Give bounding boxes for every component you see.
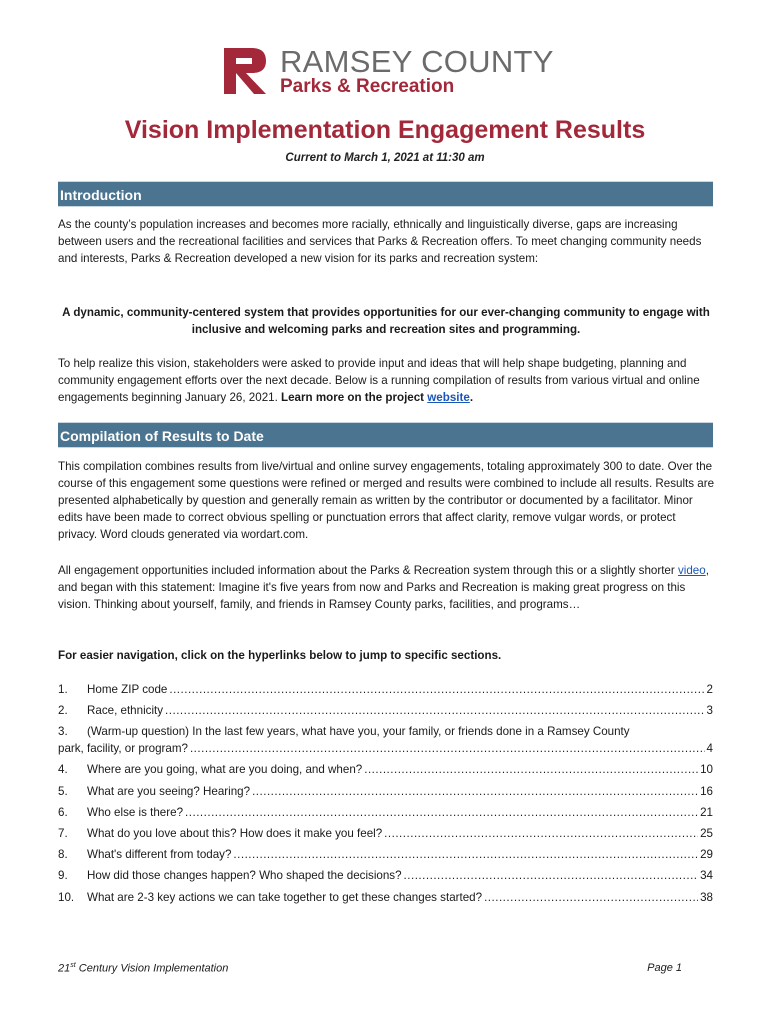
toc-leader xyxy=(404,869,699,882)
toc-page: 25 xyxy=(700,826,713,840)
footer-superscript: st xyxy=(70,962,76,969)
toc-item-7[interactable] xyxy=(58,827,713,848)
toc-page: 34 xyxy=(700,869,713,883)
ramsey-logo-mark-icon xyxy=(222,46,272,96)
toc-leader xyxy=(484,891,698,904)
toc-item-10[interactable] xyxy=(58,891,713,912)
toc-leader xyxy=(252,785,698,798)
toc-number: 5. xyxy=(58,784,68,798)
footer-document-name xyxy=(58,962,228,975)
toc-page: 4 xyxy=(706,742,713,756)
toc-item-5[interactable] xyxy=(58,785,713,806)
toc-label: Who else is there? xyxy=(87,805,184,819)
toc-number: 6. xyxy=(58,805,68,819)
compilation-paragraph-2-a: All engagement opportunities included information about the Parks & Recreation system through this or a slightly shorter xyxy=(58,564,678,577)
toc-label: (Warm-up question) In the last few years, what have you, your family, or friends done in a Ramsey County xyxy=(87,725,630,739)
table-of-contents xyxy=(58,683,713,912)
toc-label: What do you love about this? How does it make you feel? xyxy=(87,826,383,840)
toc-page: 16 xyxy=(700,784,713,798)
footer-prefix: 21 xyxy=(58,962,71,975)
toc-number: 8. xyxy=(58,848,68,862)
toc-label-continued: park, facility, or program? xyxy=(58,742,188,756)
toc-number: 7. xyxy=(58,826,68,840)
compilation-paragraph-2 xyxy=(58,562,716,613)
toc-number: 4. xyxy=(58,763,68,777)
intro-paragraph: As the county’s population increases and becomes more racially, ethnically and linguistically diverse, gaps are increasing between users and the recreational facilities and services that Parks & Recreation offers. To meet changing community needs and interests, Parks & Recreation developed a new vision for its parks and recreation system: xyxy=(58,218,702,265)
toc-page: 10 xyxy=(700,763,713,777)
toc-number: 9. xyxy=(58,869,68,883)
toc-number: 2. xyxy=(58,704,68,718)
toc-number: 1. xyxy=(58,683,68,696)
toc-label: Home ZIP code xyxy=(87,683,168,696)
toc-item-2[interactable] xyxy=(58,704,713,725)
compilation-paragraph-2-b: , and began with this statement: Imagine it's five years from now and Parks and Recreation is making great progress on this vision. Thinking about yourself, family, and friends in Ramsey County parks, facilities, and programs… xyxy=(58,564,709,611)
intro-paragraph-2-text: To help realize this vision, stakeholders were asked to provide input and ideas that will help shape budgeting, planning and community engagement efforts over the next decade. Below is a running compilation of results from various virtual and online engagements beginning January 26, 2021. xyxy=(58,357,700,404)
page-subtitle: Current to March 1, 2021 at 11:30 am xyxy=(285,152,485,164)
toc-leader xyxy=(169,683,704,696)
toc-leader xyxy=(233,848,698,861)
toc-leader xyxy=(185,806,698,819)
logo-division-name: Parks & Recreation xyxy=(280,76,455,97)
logo-county-name: RAMSEY COUNTY xyxy=(280,44,554,79)
toc-page: 3 xyxy=(706,704,713,718)
toc-label: Race, ethnicity xyxy=(87,704,164,718)
toc-leader xyxy=(364,763,698,776)
section-heading-compilation: Compilation of Results to Date xyxy=(58,422,713,448)
project-website-link[interactable]: website xyxy=(427,391,470,404)
toc-page: 2 xyxy=(706,683,713,696)
toc-leader xyxy=(384,827,698,840)
vision-statement: A dynamic, community-centered system that provides opportunities for our ever-changing community to engage with inclusive and welcoming parks and recreation sites and programming. xyxy=(62,306,710,336)
toc-item-1[interactable] xyxy=(58,683,713,704)
ramsey-county-logo xyxy=(222,46,552,98)
toc-label: What are you seeing? Hearing? xyxy=(87,784,251,798)
toc-item-4[interactable] xyxy=(58,763,713,784)
toc-number: 3. xyxy=(58,725,68,739)
toc-label: Where are you going, what are you doing, and when? xyxy=(87,763,363,777)
toc-label: What are 2-3 key actions we can take together to get these changes started? xyxy=(87,890,483,904)
footer-page-number: Page 1 xyxy=(647,962,682,974)
section-heading-introduction: Introduction xyxy=(58,181,713,207)
toc-item-9[interactable] xyxy=(58,869,713,890)
footer-suffix: Century Vision Implementation xyxy=(75,962,229,975)
intro-paragraph-2 xyxy=(58,355,716,406)
toc-page: 21 xyxy=(700,805,713,819)
navigation-note: For easier navigation, click on the hyperlinks below to jump to specific sections. xyxy=(58,649,502,662)
toc-page: 29 xyxy=(700,848,713,862)
toc-number: 10. xyxy=(58,890,75,904)
toc-item-6[interactable] xyxy=(58,806,713,827)
toc-page: 38 xyxy=(700,890,713,904)
toc-leader xyxy=(190,742,705,755)
toc-label: How did those changes happen? Who shaped the decisions? xyxy=(87,869,402,883)
toc-label: What's different from today? xyxy=(87,848,232,862)
video-link[interactable]: video xyxy=(677,564,706,577)
toc-item-8[interactable] xyxy=(58,848,713,869)
page-title: Vision Implementation Engagement Results xyxy=(124,116,646,144)
compilation-paragraph: This compilation combines results from live/virtual and online survey engagements, totaling approximately 300 to date. Over the course of this engagement some questions were refined or merged and results were combined to include all results. Results are presented alphabetically by question and generally remain as written by the contributor or documented by a facilitator. Minor edits have been made to correct obvious spelling or punctuation errors that affect clarity, remove vulgar words, or protect privacy. Word clouds generated via wordart.com. xyxy=(58,460,715,541)
learn-more-text: Learn more on the project xyxy=(281,391,428,404)
toc-item-3[interactable] xyxy=(58,725,713,763)
toc-leader xyxy=(165,704,705,717)
intro-paragraph-2-end: . xyxy=(469,391,474,404)
